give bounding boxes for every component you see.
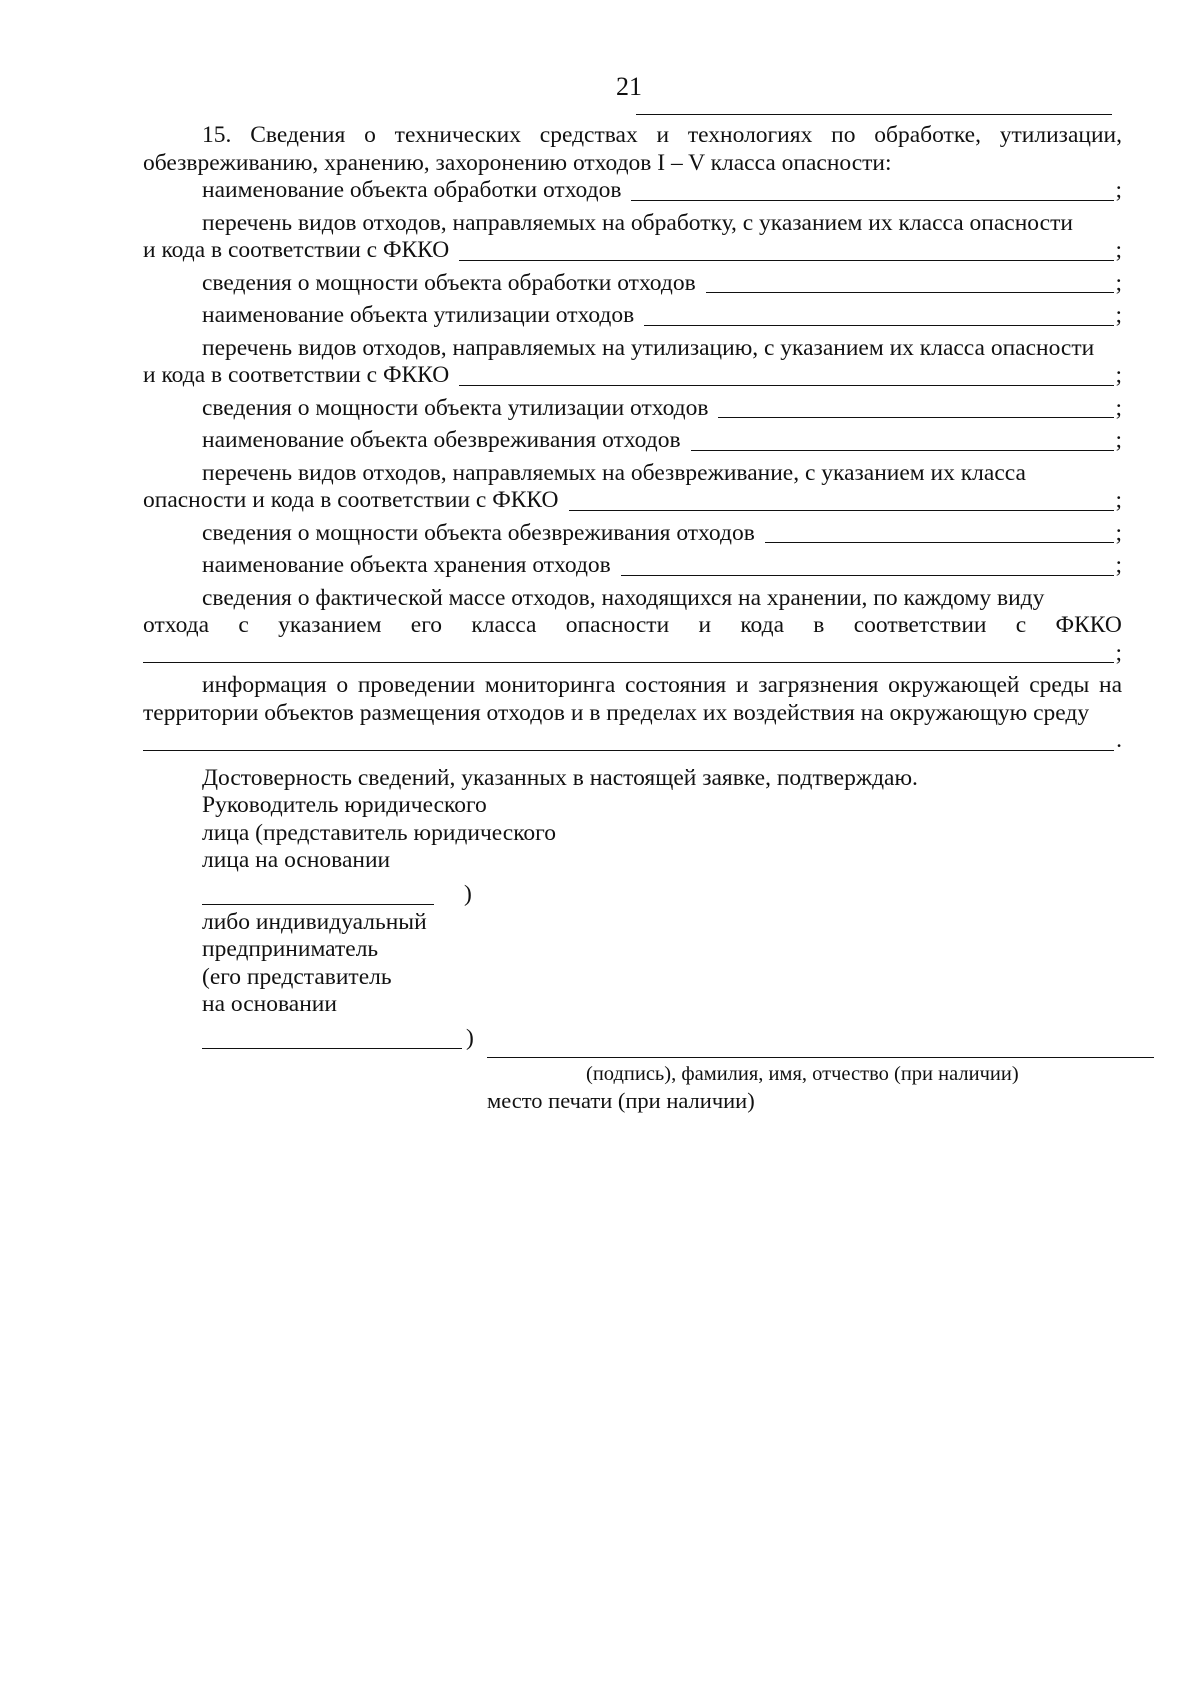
- entrepreneur-label: (его представитель: [202, 963, 392, 990]
- field-processing-capacity: [143, 270, 1122, 298]
- word: его: [410, 612, 443, 638]
- field-label: наименование объекта обезвреживания отходов: [202, 427, 681, 453]
- field-utilization-waste-list: [143, 335, 1122, 390]
- field-storage-object-name: [143, 552, 1122, 580]
- signature-line[interactable]: [487, 1057, 1154, 1058]
- field-label: сведения о мощности объекта обработки отходов: [202, 269, 696, 296]
- field-label: перечень видов отходов, направляемых на обработку, с указанием их класса опасности: [202, 209, 1073, 236]
- word: соответствии: [853, 612, 987, 638]
- blank-line[interactable]: [706, 270, 1114, 293]
- word: в: [813, 612, 825, 638]
- section-heading: 15. Сведения о технических средствах и технологиях по обработке, утилизации, обезвреживанию, хранению, захоронению отходов I – V класса опасности:: [143, 122, 1122, 176]
- word: ФККО: [1055, 612, 1122, 638]
- page-number: 21: [616, 72, 642, 101]
- blank-line[interactable]: [143, 728, 1114, 751]
- field-end: .: [1116, 727, 1122, 753]
- legal-entity-label: лица (представитель юридического: [202, 819, 556, 846]
- blank-line[interactable]: [765, 520, 1114, 543]
- word: с: [1015, 612, 1027, 638]
- word: опасности: [565, 612, 670, 638]
- field-end: ;: [1115, 487, 1122, 513]
- field-label-continued: опасности и кода в соответствии с ФККО: [143, 487, 559, 513]
- field-processing-waste-list: [143, 210, 1122, 265]
- word: отхода: [143, 612, 210, 638]
- field-label-continued: и кода в соответствии с ФККО: [143, 237, 450, 263]
- legal-entity-label: Руководитель юридического: [202, 792, 487, 818]
- field-end: ;: [1115, 427, 1122, 453]
- field-label-continued: и кода в соответствии с ФККО: [143, 362, 450, 388]
- signature-caption: (подпись), фамилия, имя, отчество (при наличии): [586, 1063, 1019, 1085]
- word: и: [698, 612, 712, 638]
- field-stored-waste-mass: [143, 585, 1122, 668]
- field-label: сведения о мощности объекта обезвреживания отходов: [202, 519, 755, 546]
- field-label: перечень видов отходов, направляемых на утилизацию, с указанием их класса опасности: [202, 334, 1095, 361]
- entrepreneur-basis-row: [202, 1019, 1122, 1053]
- field-utilization-capacity: [143, 395, 1122, 423]
- field-label-continued: [143, 612, 1122, 640]
- field-label: наименование объекта обработки отходов: [202, 177, 622, 203]
- field-utilization-object-name: [143, 302, 1122, 330]
- field-end: ;: [1115, 639, 1122, 666]
- field-label: информация о проведении мониторинга состояния и загрязнения окружающей среды на территории объектов размещения отходов и в пределах их воздействия на окружающую среду: [143, 672, 1122, 726]
- legal-entity-basis-blank[interactable]: [202, 882, 434, 905]
- legal-entity-label: лица на основании: [202, 847, 391, 873]
- paren-close: ): [466, 1025, 474, 1051]
- field-label: перечень видов отходов, направляемых на обезвреживание, с указанием их класса: [202, 459, 1026, 486]
- field-end: ;: [1115, 269, 1122, 296]
- field-monitoring-info: [143, 672, 1122, 755]
- field-neutralization-capacity: [143, 520, 1122, 548]
- field-end: ;: [1115, 394, 1122, 421]
- seal-label: место печати (при наличии): [487, 1088, 755, 1113]
- field-end: ;: [1115, 302, 1122, 328]
- signature-block: [143, 765, 1122, 1053]
- field-label: наименование объекта хранения отходов: [202, 552, 611, 578]
- blank-line[interactable]: [459, 363, 1114, 386]
- word: с: [238, 612, 249, 638]
- field-end: ;: [1115, 237, 1122, 263]
- field-label: сведения о мощности объекта утилизации отходов: [202, 394, 709, 421]
- word: указанием: [278, 612, 382, 638]
- blank-line[interactable]: [644, 303, 1114, 326]
- blank-line[interactable]: [631, 178, 1114, 201]
- blank-line[interactable]: [621, 553, 1114, 576]
- entrepreneur-label: либо индивидуальный: [202, 908, 427, 935]
- field-label: наименование объекта утилизации отходов: [202, 302, 635, 328]
- field-end: ;: [1115, 177, 1122, 203]
- entrepreneur-label: предприниматель: [202, 936, 379, 962]
- field-end: ;: [1115, 519, 1122, 546]
- field-neutralization-object-name: [143, 427, 1122, 455]
- blank-line[interactable]: [569, 488, 1115, 511]
- word: кода: [740, 612, 784, 638]
- blank-line[interactable]: [143, 640, 1114, 663]
- blank-line[interactable]: [691, 428, 1114, 451]
- form-content: [143, 122, 1122, 1053]
- paren-close: ): [464, 881, 472, 907]
- confirmation-text: Достоверность сведений, указанных в настоящей заявке, подтверждаю.: [202, 764, 918, 791]
- field-processing-object-name: [143, 177, 1122, 205]
- header-rule: [636, 114, 1112, 115]
- field-neutralization-waste-list: [143, 460, 1122, 515]
- entrepreneur-basis-blank[interactable]: [202, 1026, 462, 1049]
- word: класса: [471, 612, 537, 638]
- blank-line[interactable]: [459, 238, 1114, 261]
- blank-line[interactable]: [718, 395, 1114, 418]
- entrepreneur-label: на основании: [202, 991, 337, 1017]
- field-label: сведения о фактической массе отходов, находящихся на хранении, по каждому виду: [202, 584, 1045, 611]
- field-end: ;: [1115, 362, 1122, 388]
- legal-entity-basis-row: [202, 875, 1122, 909]
- field-end: ;: [1115, 552, 1122, 578]
